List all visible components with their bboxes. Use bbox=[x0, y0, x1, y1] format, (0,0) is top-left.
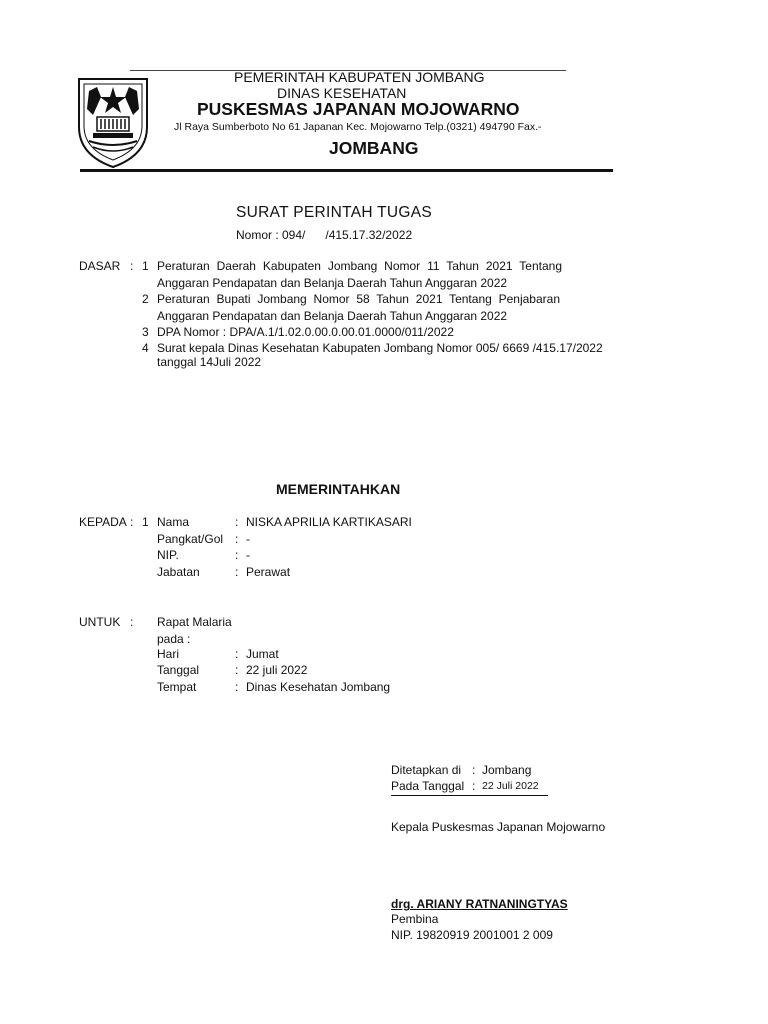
signatory-rank: Pembina bbox=[391, 912, 439, 926]
letterhead-institution: PUSKESMAS JAPANAN MOJOWARNO bbox=[197, 99, 520, 119]
signatory-nip: NIP. 19820919 2001001 2 009 bbox=[391, 928, 553, 942]
dasar-item-number: 4 bbox=[142, 341, 149, 355]
field-label: Tanggal bbox=[157, 663, 200, 677]
field-value: Jumat bbox=[246, 647, 279, 661]
field-colon: : bbox=[235, 532, 239, 546]
kepada-colon: : bbox=[130, 515, 134, 529]
field-value: - bbox=[246, 532, 250, 546]
field-value: - bbox=[246, 548, 250, 562]
untuk-colon: : bbox=[130, 615, 134, 629]
field-label: Jabatan bbox=[157, 565, 200, 579]
command-heading: MEMERINTAHKAN bbox=[276, 481, 401, 497]
jombang-emblem-logo bbox=[75, 75, 151, 169]
field-label: Tempat bbox=[157, 680, 197, 694]
field-colon: : bbox=[235, 548, 239, 562]
dasar-item-text: DPA Nomor : DPA/A.1/1.02.0.00.0.00.01.0000/011/2022 bbox=[157, 325, 454, 339]
field-label: Pangkat/Gol bbox=[157, 532, 224, 546]
signatory-name: drg. ARIANY RATNANINGTYAS bbox=[391, 897, 568, 911]
place-label: Ditetapkan di bbox=[391, 763, 462, 777]
field-value: Perawat bbox=[246, 565, 291, 579]
field-label: Hari bbox=[157, 647, 180, 661]
field-label: Nama bbox=[157, 515, 190, 529]
date-label: Pada Tanggal bbox=[391, 779, 465, 793]
dasar-item-number: 2 bbox=[142, 292, 149, 306]
letterhead-bottom-rule bbox=[80, 169, 613, 172]
document-number: Nomor : 094/ /415.17.32/2022 bbox=[236, 228, 413, 242]
date-underline bbox=[391, 795, 548, 796]
dasar-colon: : bbox=[130, 259, 134, 273]
dasar-item-text: Peraturan Bupati Jombang Nomor 58 Tahun 2021 Tentang Penjabaran bbox=[157, 292, 560, 306]
date-value: 22 Juli 2022 bbox=[482, 780, 539, 792]
field-value: NISKA APRILIA KARTIKASARI bbox=[246, 515, 412, 529]
letterhead-agency: DINAS KESEHATAN bbox=[277, 85, 407, 101]
dasar-item-number: 1 bbox=[142, 259, 149, 273]
dasar-label: DASAR bbox=[79, 259, 121, 273]
field-colon: : bbox=[235, 663, 239, 677]
signatory-position: Kepala Puskesmas Japanan Mojowarno bbox=[391, 820, 606, 834]
document-title: SURAT PERINTAH TUGAS bbox=[236, 204, 433, 221]
dasar-item-text-continued: tanggal 14Juli 2022 bbox=[157, 355, 262, 369]
untuk-purpose: Rapat Malaria bbox=[157, 615, 232, 629]
field-colon: : bbox=[235, 647, 239, 661]
field-value: Dinas Kesehatan Jombang bbox=[246, 680, 391, 694]
dasar-item-text: Surat kepala Dinas Kesehatan Kabupaten Jombang Nomor 005/ 6669 /415.17/2022 bbox=[157, 341, 603, 355]
field-value: 22 juli 2022 bbox=[246, 663, 308, 677]
dasar-item-number: 3 bbox=[142, 325, 149, 339]
untuk-on: pada : bbox=[157, 632, 191, 646]
dasar-item-text-continued: Anggaran Pendapatan dan Belanja Daerah Tahun Anggaran 2022 bbox=[157, 309, 508, 323]
letterhead-address: Jl Raya Sumberboto No 61 Japanan Kec. Mojowarno Telp.(0321) 494790 Fax.- bbox=[174, 121, 542, 133]
field-label: NIP. bbox=[157, 548, 179, 562]
date-colon: : bbox=[472, 779, 476, 793]
field-colon: : bbox=[235, 565, 239, 579]
letterhead-city: JOMBANG bbox=[329, 138, 419, 158]
dasar-item-text-continued: Anggaran Pendapatan dan Belanja Daerah Tahun Anggaran 2022 bbox=[157, 276, 508, 290]
place-value: Jombang bbox=[482, 763, 532, 777]
untuk-label: UNTUK bbox=[79, 615, 121, 629]
kepada-number: 1 bbox=[142, 515, 149, 529]
dasar-item-text: Peraturan Daerah Kabupaten Jombang Nomor 11 Tahun 2021 Tentang bbox=[157, 259, 562, 273]
letterhead-government: PEMERINTAH KABUPATEN JOMBANG bbox=[234, 69, 485, 85]
field-colon: : bbox=[235, 515, 239, 529]
field-colon: : bbox=[235, 680, 239, 694]
kepada-label: KEPADA bbox=[79, 515, 127, 529]
place-colon: : bbox=[472, 763, 476, 777]
